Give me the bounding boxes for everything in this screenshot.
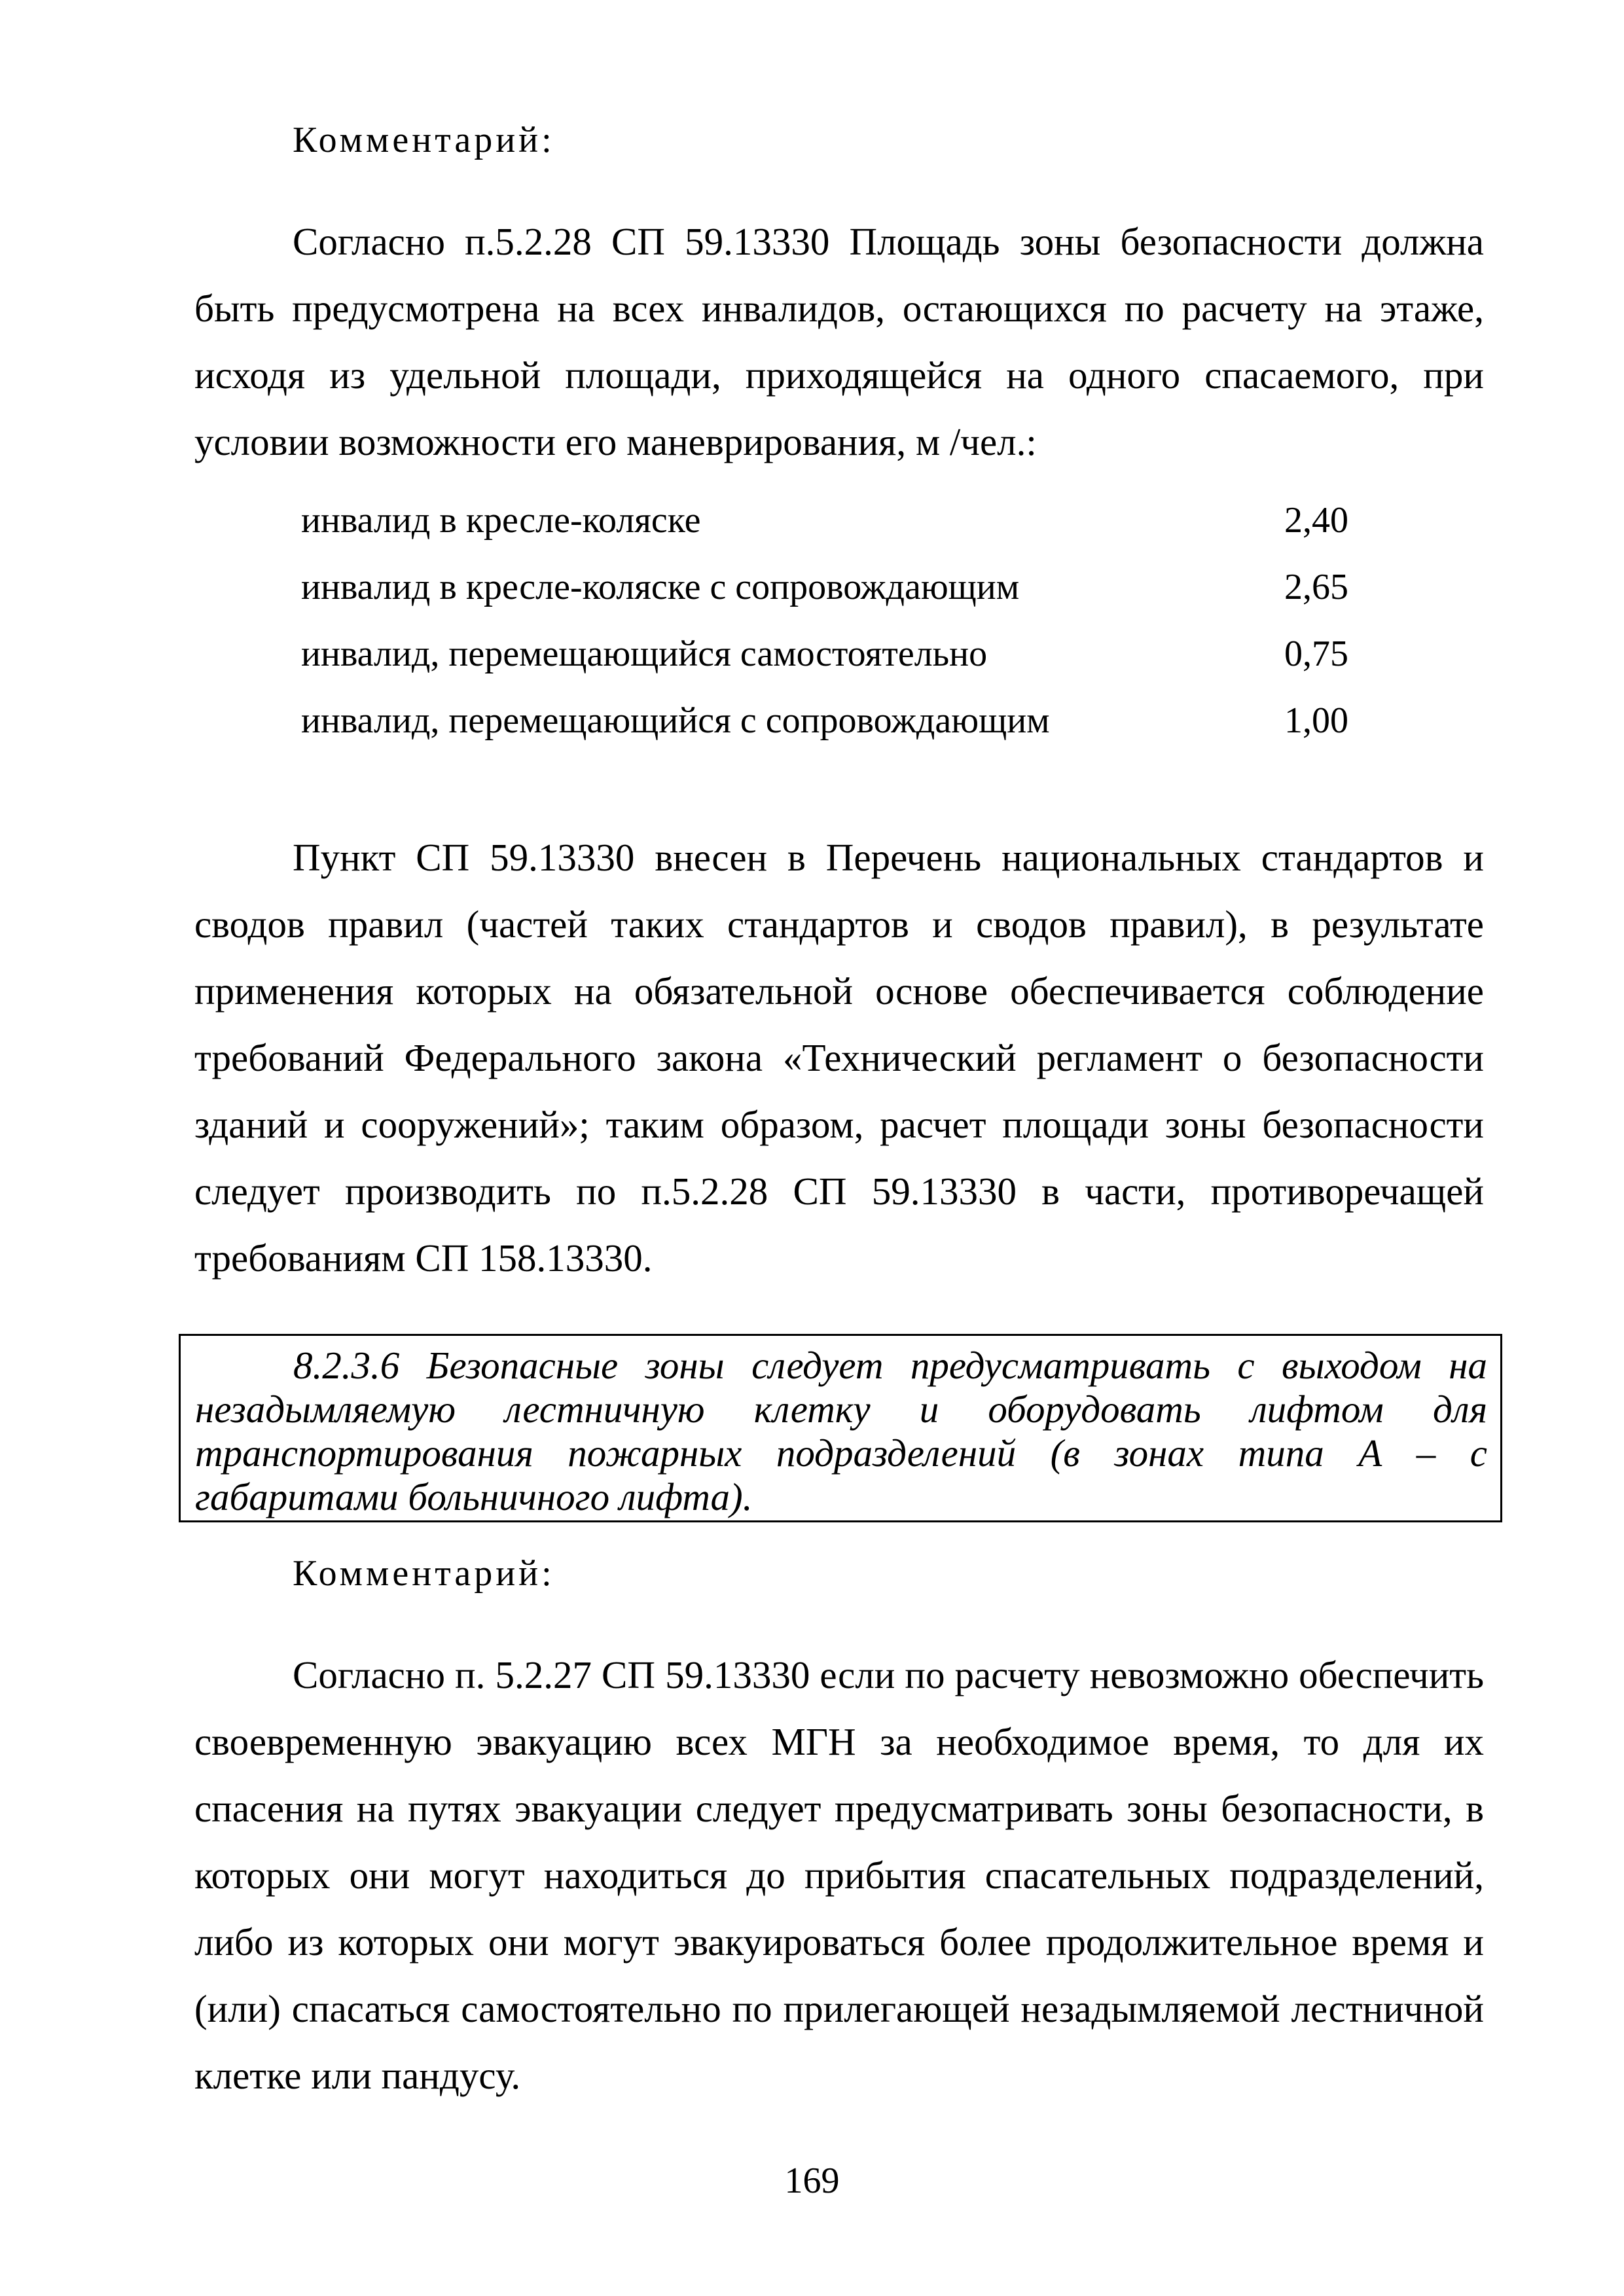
page-number: 169 — [784, 2161, 840, 2201]
table-row — [301, 687, 1348, 754]
row-value: 0,75 — [1284, 634, 1348, 674]
table-row — [301, 554, 1348, 620]
row-label: инвалид, перемещающийся самостоятельно — [301, 634, 988, 674]
area-norms-table — [301, 487, 1348, 754]
table-row — [301, 487, 1348, 554]
row-label: инвалид в кресле-коляске с сопровождающим — [301, 567, 1020, 607]
paragraph-text: Пункт СП 59.13330 внесен в Перечень национальных стандартов и сводов правил (частей таких стандартов и сводов правил), в результате применения которых на обязательной основе обеспечивается соблюдение требований Федерального закона «Технический регламент о безопасности зданий и сооружений»; таким образом, расчет площади зоны безопасности следует производить по п.5.2.28 СП 59.13330 в части, противоречащей требованиям СП 158.13330. — [194, 836, 1484, 1280]
paragraph-safety-zone-area — [194, 208, 1484, 475]
paragraph-text: Согласно п.5.2.28 СП 59.13330 Площадь зоны безопасности должна быть предусмотрена на всех инвалидов, остающихся по расчету на этаже, исходя из удельной площади, приходящейся на одного спасаемого, при условии возможности его маневрирования, м /чел.: — [194, 220, 1484, 463]
row-label: инвалид, перемещающийся с сопровождающим — [301, 700, 1050, 741]
row-value: 2,40 — [1284, 500, 1348, 541]
paragraph-evacuation — [194, 1641, 1484, 2109]
table-row — [301, 620, 1348, 687]
row-value: 2,65 — [1284, 567, 1348, 607]
row-value: 1,00 — [1284, 700, 1348, 741]
boxed-clause: 8.2.3.6 Безопасные зоны следует предусматривать с выходом на незадымляемую лестничную клетку и оборудовать лифтом для транспортирования пожарных подразделений (в зонах типа А – с габаритами больничного лифта). — [179, 1334, 1502, 1522]
paragraph-text: Согласно п. 5.2.27 СП 59.13330 если по расчету невозможно обеспечить своевременную эвакуацию всех МГН за необходимое время, то для их спасения на путях эвакуации следует предусматривать зоны безопасности, в которых они могут находиться до прибытия спасательных подразделений, либо из которых они могут эвакуироваться более продолжительное время и (или) спасаться самостоятельно по прилегающей незадымляемой лестничной клетке или пандусу. — [194, 1653, 1484, 2097]
comment-heading: Комментарий: — [293, 1553, 555, 1594]
paragraph-federal-law — [194, 824, 1484, 1291]
comment-heading: Комментарий: — [293, 120, 555, 160]
row-label: инвалид в кресле-коляске — [301, 500, 701, 541]
